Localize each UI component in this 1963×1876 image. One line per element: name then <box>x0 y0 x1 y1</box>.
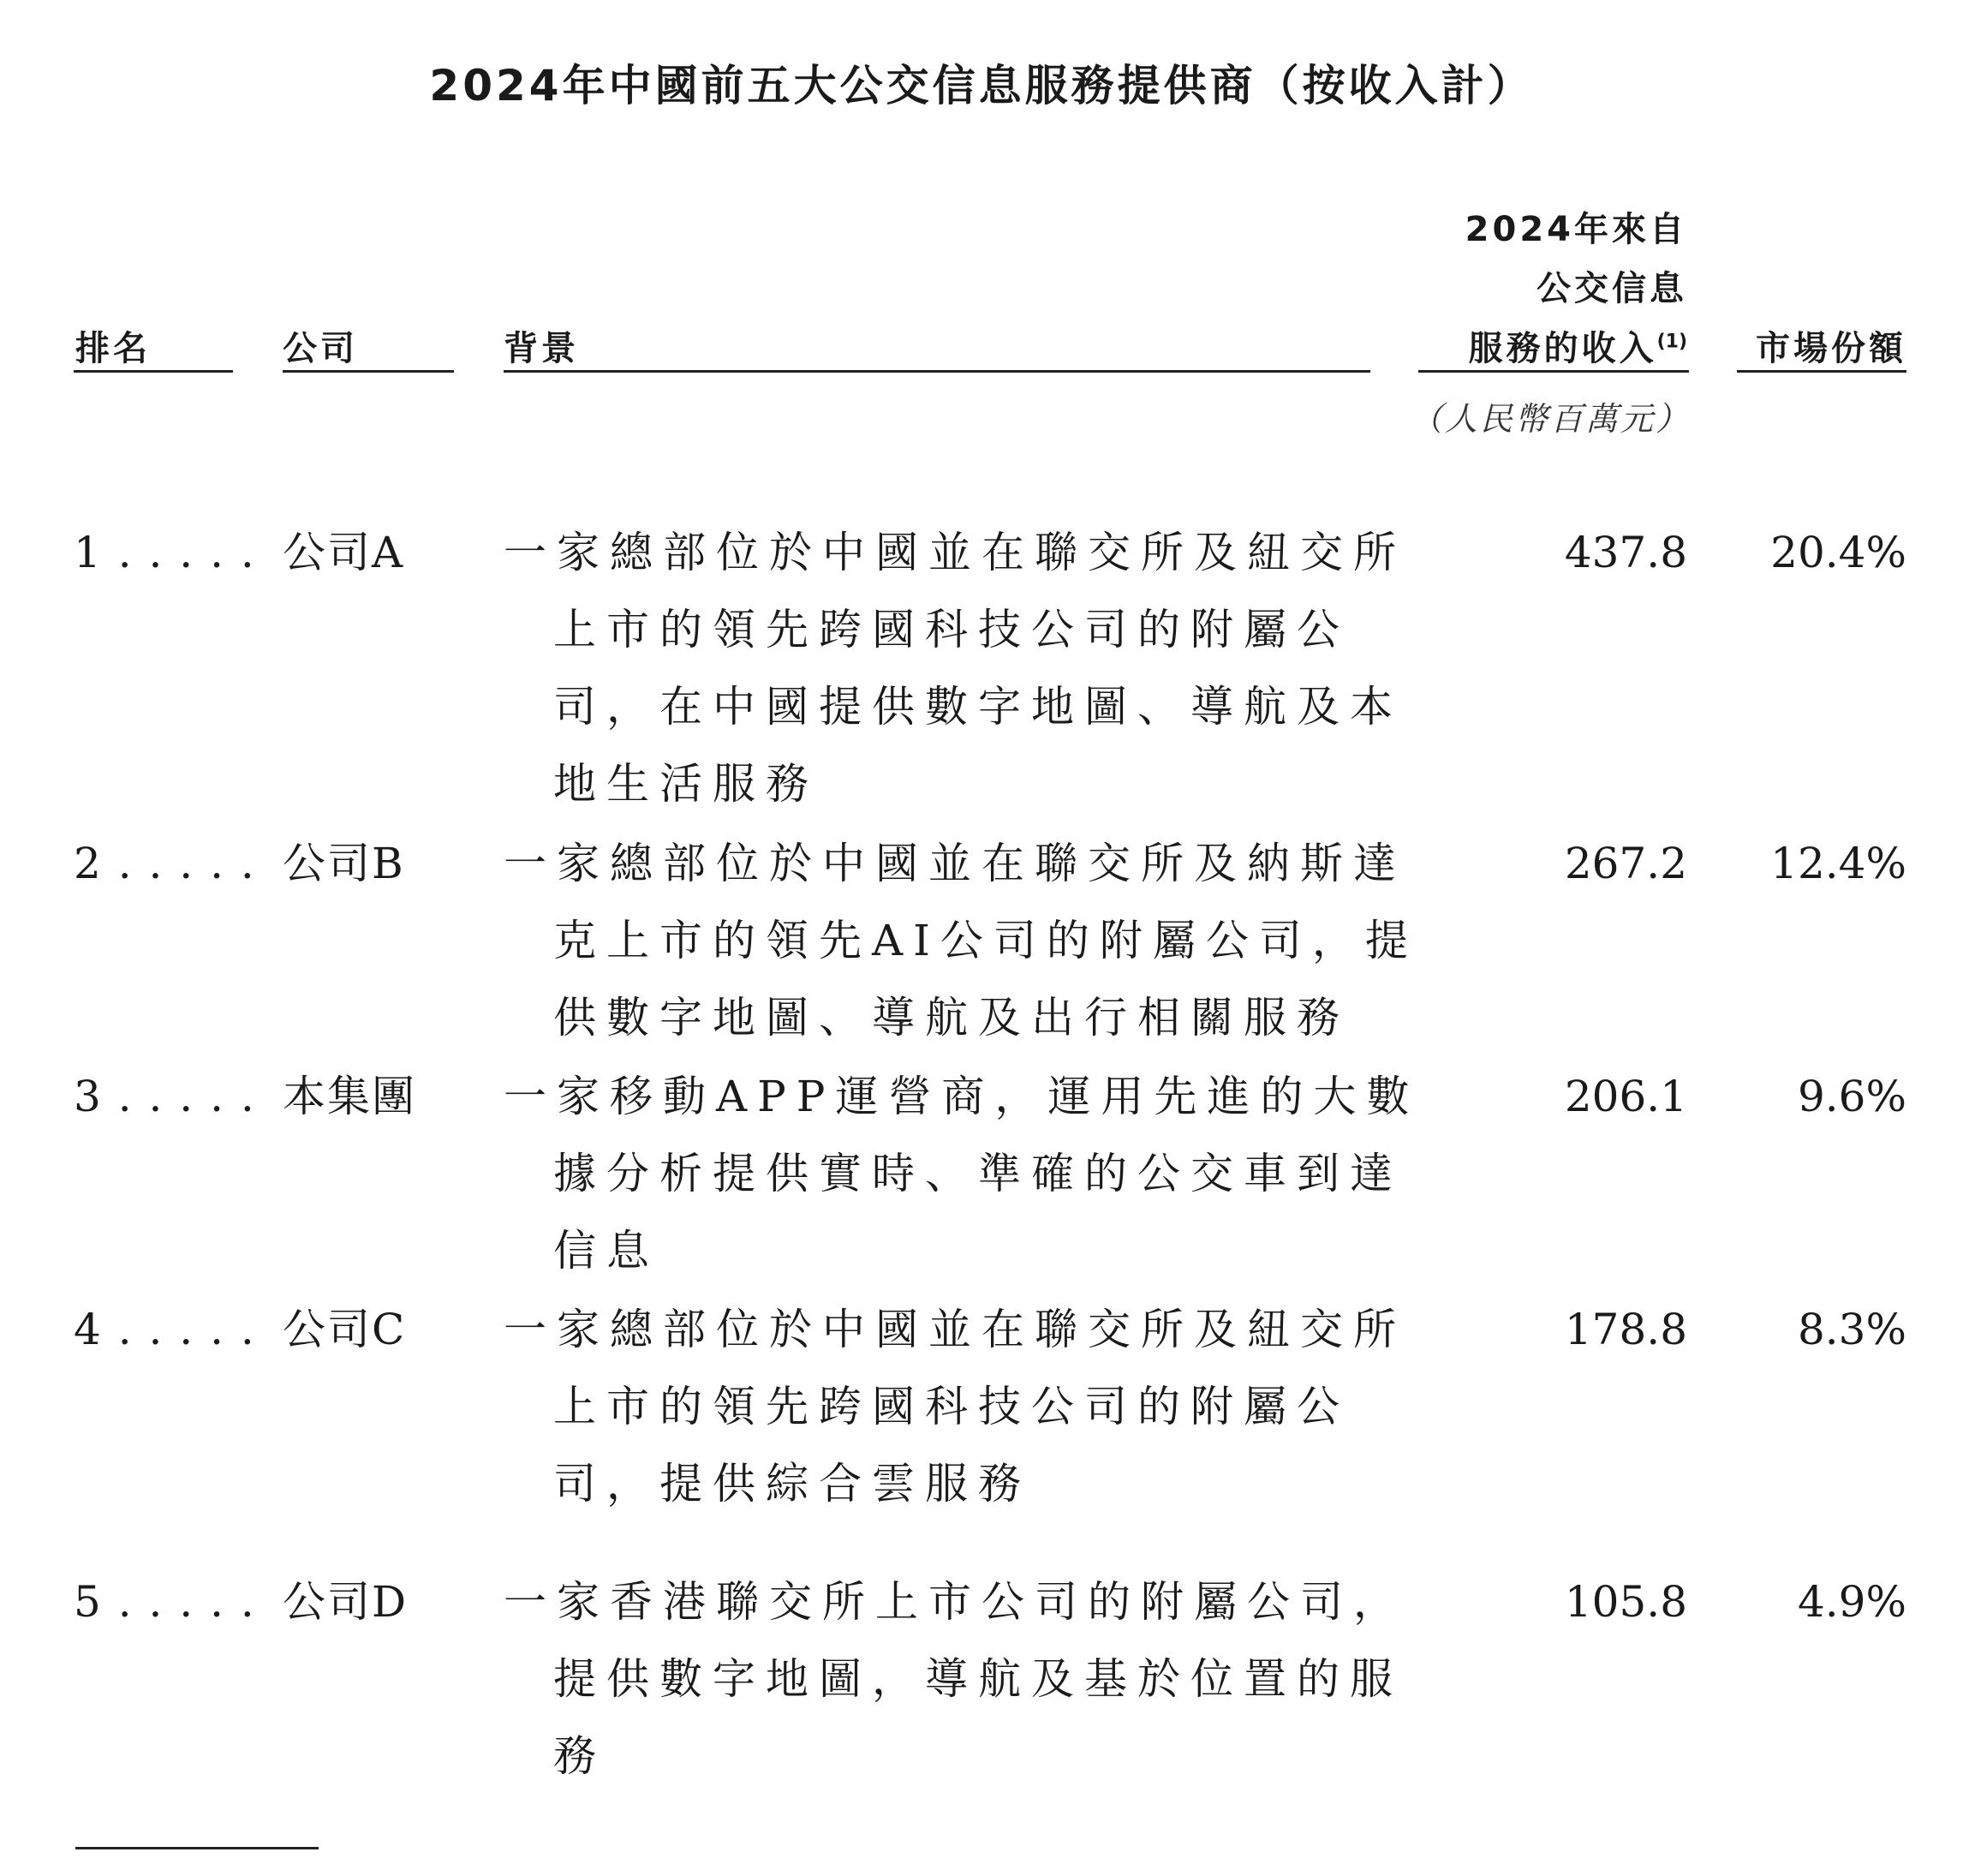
row-share: 8.3% <box>1797 1305 1906 1354</box>
row-company: 本集團 <box>283 1072 416 1121</box>
row-background-line: 一家移動APP運營商，運用先進的大數 <box>504 1072 1420 1121</box>
footnote-divider <box>75 1847 319 1849</box>
row-background-line: 一家總部位於中國並在聯交所及納斯達 <box>504 839 1406 888</box>
row-revenue: 437.8 <box>1564 528 1687 577</box>
header-revenue-line3 <box>1469 321 1687 370</box>
row-rank: 3 . . . . . <box>74 1072 256 1121</box>
row-company: 公司C <box>283 1305 407 1354</box>
row-background-line: 務 <box>553 1731 606 1781</box>
header-revenue-line3-text: 服務的收入 <box>1468 329 1657 368</box>
row-share: 4.9% <box>1797 1577 1906 1627</box>
row-background-line: 一家總部位於中國並在聯交所及紐交所 <box>504 528 1406 577</box>
row-share: 9.6% <box>1797 1072 1906 1121</box>
row-rank: 4 . . . . . <box>74 1305 256 1354</box>
row-rank: 2 . . . . . <box>74 839 256 888</box>
row-background-line: 一家香港聯交所上市公司的附屬公司， <box>504 1577 1406 1627</box>
header-share-rule <box>1737 370 1906 373</box>
row-rank: 1 . . . . . <box>74 528 256 577</box>
row-background-line: 上市的領先跨國科技公司的附屬公 <box>553 605 1350 654</box>
header-revenue-rule <box>1418 370 1689 373</box>
row-background-line: 提供數字地圖，導航及基於位置的服 <box>553 1654 1403 1704</box>
row-company: 公司A <box>283 528 405 577</box>
header-revenue-unit: （人民幣百萬元） <box>1409 400 1691 438</box>
row-background-line: 克上市的領先AI公司的附屬公司，提 <box>553 916 1418 965</box>
header-share: 市場份額 <box>1756 329 1906 368</box>
row-rank: 5 . . . . . <box>74 1577 256 1627</box>
row-revenue: 105.8 <box>1564 1577 1687 1627</box>
row-background-line: 據分析提供實時、準確的公交車到達 <box>553 1149 1403 1198</box>
row-background-line: 信息 <box>553 1226 659 1276</box>
header-background: 背景 <box>504 329 579 368</box>
header-revenue-line2: 公交信息 <box>1536 269 1687 308</box>
row-company: 公司B <box>283 839 405 888</box>
row-revenue: 206.1 <box>1564 1072 1687 1121</box>
row-background-line: 一家總部位於中國並在聯交所及紐交所 <box>504 1305 1406 1354</box>
row-revenue: 178.8 <box>1564 1305 1687 1354</box>
row-background-line: 供數字地圖、導航及出行相關服務 <box>553 993 1350 1043</box>
row-background-line: 司，提供綜合雲服務 <box>553 1459 1031 1509</box>
page-title: 2024年中國前五大公交信息服務提供商（按收入計） <box>429 61 1534 111</box>
header-company-rule <box>283 370 454 373</box>
header-company: 公司 <box>283 329 358 368</box>
row-background-line: 地生活服務 <box>553 759 819 809</box>
row-background-line: 司，在中國提供數字地圖、導航及本 <box>553 682 1403 732</box>
header-rank: 排名 <box>75 329 151 368</box>
header-background-rule <box>504 370 1370 373</box>
footnote-marker: (1) <box>1656 331 1687 353</box>
row-share: 20.4% <box>1770 528 1906 577</box>
row-company: 公司D <box>283 1577 409 1627</box>
row-share: 12.4% <box>1770 839 1906 888</box>
row-background-line: 上市的領先跨國科技公司的附屬公 <box>553 1382 1350 1431</box>
header-rank-rule <box>74 370 233 373</box>
row-revenue: 267.2 <box>1564 839 1687 888</box>
header-revenue-line1: 2024年來自 <box>1465 210 1687 249</box>
